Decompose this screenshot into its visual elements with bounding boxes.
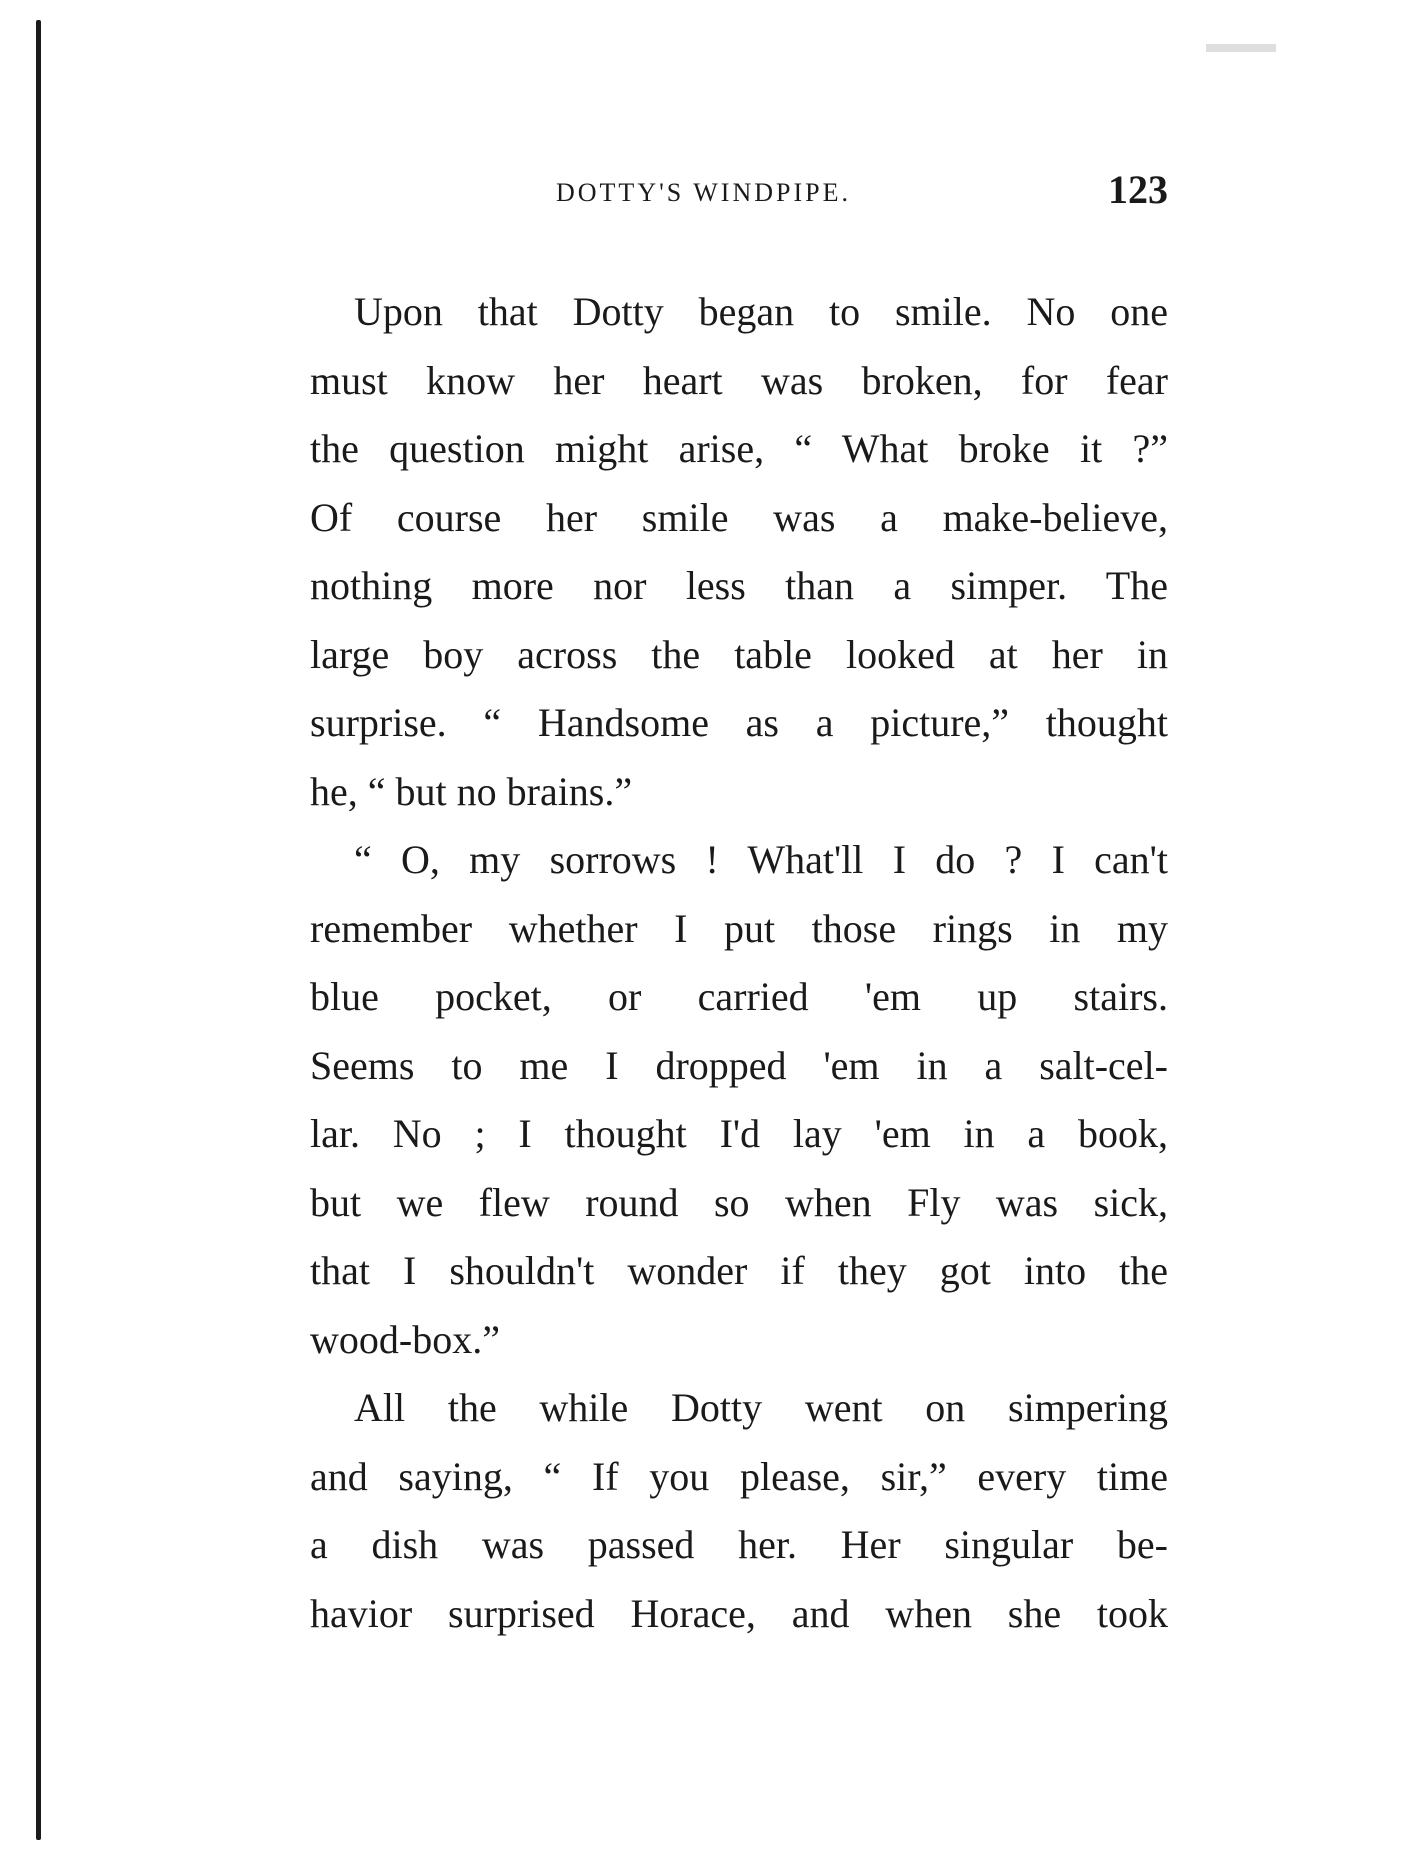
page-number: 123	[1108, 167, 1168, 212]
text-line: remember whether I put those rings in my	[310, 905, 1168, 951]
text-line: a dish was passed her. Her singular be-	[310, 1522, 1168, 1567]
paragraph-3	[310, 1374, 1168, 1648]
text-line: but we flew round so when Fly was sick,	[310, 1179, 1168, 1225]
scan-artifact	[1206, 44, 1276, 52]
text-line: “ O, my sorrows ! What'll I do ? I can't	[354, 837, 1168, 882]
paragraph-1	[310, 278, 1168, 826]
running-title: DOTTY'S WINDPIPE.	[556, 178, 851, 207]
running-head	[310, 160, 1168, 220]
text-line: large boy across the table looked at her in	[310, 631, 1168, 677]
text-line: All the while Dotty went on simpering	[354, 1385, 1168, 1430]
paragraph-2	[310, 826, 1168, 1374]
text-line: he, “ but no brains.”	[310, 768, 633, 814]
text-line: that I shouldn't wonder if they got into the	[310, 1248, 1168, 1293]
book-page	[310, 160, 1168, 1648]
text-line: wood-box.”	[310, 1316, 500, 1362]
text-line: the question might arise, “ What broke it ?”	[310, 426, 1168, 471]
text-line: Seems to me I dropped 'em in a salt-cel-	[310, 1042, 1168, 1088]
body-text	[310, 278, 1168, 1648]
page-binding-edge	[36, 20, 41, 1840]
text-line: nothing more nor less than a simper. The	[310, 563, 1168, 608]
text-line: must know her heart was broken, for fear	[310, 357, 1168, 403]
text-line: and saying, “ If you please, sir,” every time	[310, 1453, 1168, 1499]
text-line: lar. No ; I thought I'd lay 'em in a book,	[310, 1111, 1168, 1156]
text-line: Of course her smile was a make-believe,	[310, 494, 1168, 540]
text-line: surprise. “ Handsome as a picture,” thought	[310, 700, 1168, 745]
text-line: Upon that Dotty began to smile. No one	[354, 289, 1168, 334]
text-line: havior surprised Horace, and when she took	[310, 1590, 1168, 1636]
text-line: blue pocket, or carried 'em up stairs.	[310, 974, 1168, 1019]
